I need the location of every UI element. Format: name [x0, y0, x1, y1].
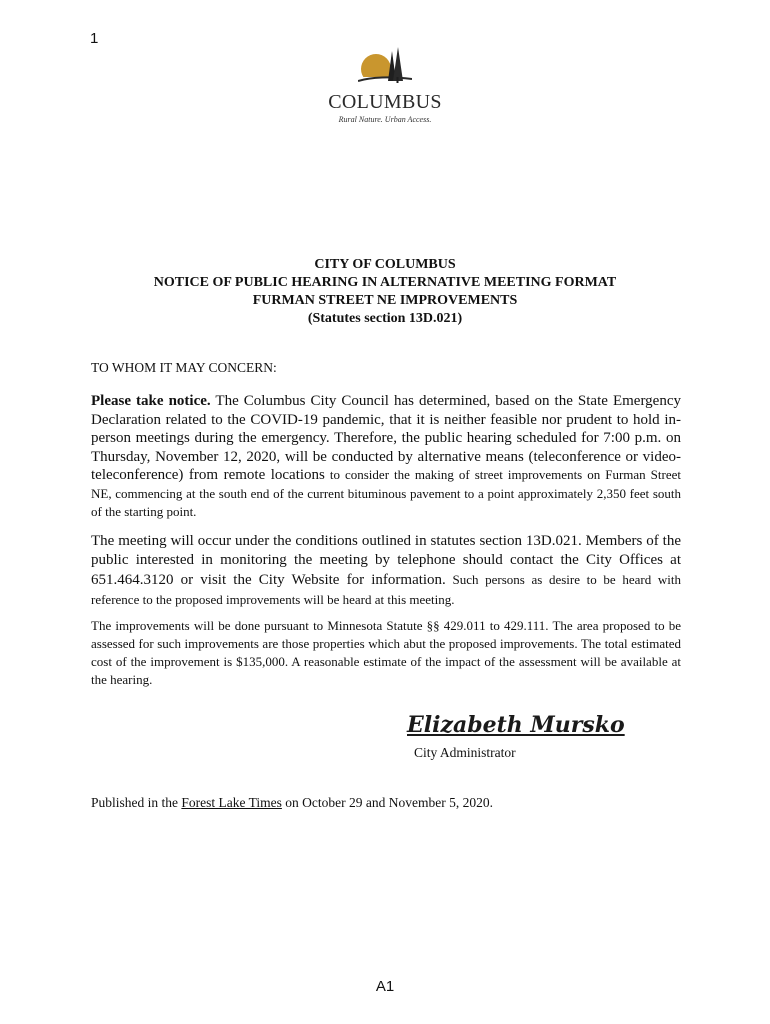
signature-title: City Administrator [414, 745, 516, 760]
signature: Elizabeth Mursko [407, 712, 625, 738]
title-line-2: NOTICE OF PUBLIC HEARING IN ALTERNATIVE MEETING FORMAT [153, 275, 617, 290]
logo-tagline: Rural Nature. Urban Access. [338, 115, 432, 124]
sun-and-pines-icon [358, 47, 412, 93]
meeting-body: The meeting will occur under the conditions outlined in statutes section 13D.021. Members of the public interested in monitoring the meeting by telephone should contact the City Offices at 651.464.3120 or visit the City Website for information. [91, 533, 681, 588]
notice-title [0, 256, 770, 328]
title-line-4: (Statutes section 13D.021) [307, 311, 463, 326]
title-line-3: FURMAN STREET NE IMPROVEMENTS [252, 293, 518, 308]
paragraph-improvements: The improvements will be done pursuant to Minnesota Statute §§ 429.011 to 429.111. The area proposed to be assessed for such improvements are those properties which abut the proposed improvements. The total estimated cost of the improvement is $135,000. A reasonable estimate of the impact of the assessment will be available at the hearing. [91, 618, 681, 687]
columbus-logo [325, 47, 445, 129]
published-suffix: on October 29 and November 5, 2020. [281, 795, 493, 810]
published-prefix: Published in the [91, 795, 182, 810]
paragraph-notice [91, 392, 681, 522]
publication-note [91, 795, 493, 811]
salutation: TO WHOM IT MAY CONCERN: [91, 360, 277, 375]
page-number-bottom: A1 [375, 978, 395, 995]
page-number-top: 1 [90, 30, 99, 47]
meeting-body-small: Such persons as desire to be heard with reference to the proposed improvements will be heard at this meeting. [91, 572, 681, 607]
notice-lead: Please take notice. [91, 393, 211, 409]
notice-body-small: to consider the making of street improvements on Furman Street NE, commencing at the south end of the current bituminous pavement to a point approximately 2,350 feet south of the starting point. [91, 467, 681, 519]
paragraph-meeting [91, 532, 681, 610]
notice-body: The Columbus City Council has determined, based on the State Emergency Declaration related to the COVID-19 pandemic, that it is neither feasible nor prudent to hold in-person meetings during the emergency. Therefore, the public hearing scheduled for 7:00 p.m. on Thursday, November 12, 2020, will be conducted by alternative means (teleconference or video-teleconference) from remote locations [91, 393, 681, 483]
newspaper-name: Forest Lake Times [181, 795, 282, 810]
title-line-1: CITY OF COLUMBUS [314, 257, 456, 272]
logo-name: COLUMBUS [328, 91, 442, 113]
